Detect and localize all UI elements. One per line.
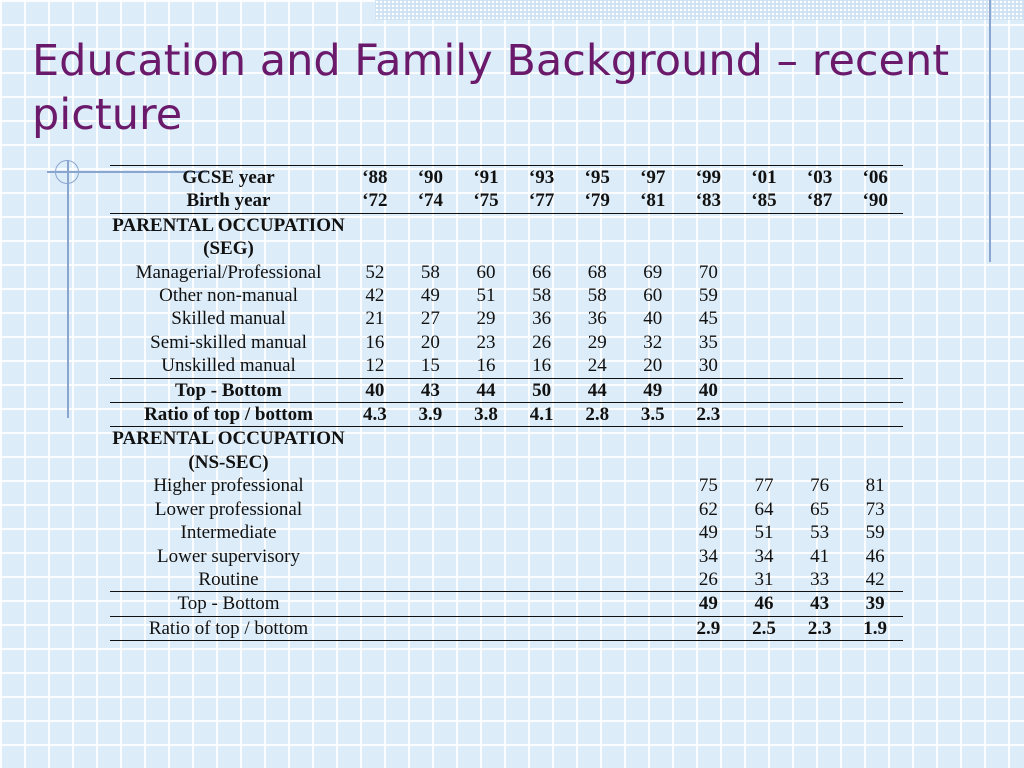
table-cell: 44 [458,378,514,402]
table-cell: 53 [810,522,830,544]
table-cell [736,403,792,427]
row-label: Skilled manual [171,308,286,330]
table-cell: 2.5 [736,616,792,640]
table-cell: 76 [810,475,830,497]
summary-row-nssec-top-bottom [110,592,903,616]
table-cell: 29 [476,308,496,330]
table-cell [458,592,514,616]
table-cell: 35 [698,331,718,353]
table-cell [625,568,681,592]
table-cell [847,307,903,330]
row-label: Routine [198,568,259,590]
table-cell: ‘03 [792,166,848,190]
table-cell [736,307,792,330]
summary-row-nssec-ratio [110,616,903,640]
table-cell [458,498,514,521]
table-cell [736,261,792,284]
table-cell [792,403,848,427]
table-cell [403,568,459,592]
header-row-gcse [110,166,903,190]
table-cell: 77 [754,475,774,497]
table-cell: 51 [476,285,496,307]
table-cell: 16 [476,355,496,377]
table-cell: 27 [420,308,440,330]
table-cell: 59 [698,285,718,307]
table-cell [792,331,848,354]
table-cell: 73 [865,498,885,520]
table-cell: 65 [810,498,830,520]
table-cell [792,354,848,378]
table-cell [736,427,792,474]
row-label: Top - Bottom [110,592,347,616]
table-cell [569,545,625,568]
decorative-vertical-line [67,160,69,418]
row-label: Lower supervisory [157,545,300,567]
table-cell: 3.8 [458,403,514,427]
table-cell: 66 [532,261,552,283]
table-cell: 70 [698,261,718,283]
table-cell: 62 [698,498,718,520]
table-cell [625,592,681,616]
table-cell [458,521,514,544]
table-cell: 16 [365,331,385,353]
table-cell: 15 [420,355,440,377]
table-cell [625,521,681,544]
decorative-right-line [989,0,991,262]
table-cell [792,284,848,307]
table-cell: 39 [847,592,903,616]
table-cell: 64 [754,498,774,520]
table-cell: 3.9 [403,403,459,427]
table-cell: 2.3 [792,616,848,640]
table-cell: ‘83 [681,189,737,213]
table-cell: 42 [865,568,885,590]
table-cell: ‘06 [847,166,903,190]
table-cell [347,427,403,474]
table-cell: ‘99 [681,166,737,190]
row-label: Managerial/Professional [135,261,322,283]
table-cell: ‘85 [736,189,792,213]
table-cell [514,498,570,521]
table-cell [792,261,848,284]
table-cell: 21 [365,308,385,330]
row-label: Intermediate [180,522,277,544]
table-cell: 26 [698,568,718,590]
table-cell: ‘75 [458,189,514,213]
table-cell: 41 [810,545,830,567]
table-cell [347,545,403,568]
row-label: Ratio of top / bottom [110,403,347,427]
decorative-circle [55,160,79,184]
table-cell [347,521,403,544]
table-cell: 26 [532,331,552,353]
table-row [110,261,903,284]
table-cell: 49 [698,522,718,544]
table-cell [736,284,792,307]
table-cell [681,213,737,260]
table-cell [514,616,570,640]
table-cell: 4.1 [514,403,570,427]
table-cell [792,378,848,402]
table-row [110,284,903,307]
table-cell [736,213,792,260]
section-row-nssec [110,427,903,474]
table-cell: 49 [681,592,737,616]
table-cell: 43 [792,592,848,616]
table-cell: 81 [865,475,885,497]
table-cell: 33 [810,568,830,590]
table-cell [847,261,903,284]
table-cell: 58 [420,261,440,283]
table-cell: ‘91 [458,166,514,190]
row-label: GCSE year [110,166,347,190]
section-row-seg [110,213,903,260]
table-cell [458,474,514,497]
table-cell [458,545,514,568]
table-cell: 49 [420,285,440,307]
table-cell: 36 [532,308,552,330]
table-cell [569,568,625,592]
table-cell: 59 [865,522,885,544]
table-cell [347,568,403,592]
table-cell [625,474,681,497]
table-cell: ‘01 [736,166,792,190]
table-cell [847,427,903,474]
table-cell [403,213,459,260]
table-cell [569,474,625,497]
table-row [110,521,903,544]
table-cell: 24 [587,355,607,377]
table-cell [847,284,903,307]
table-cell: 32 [643,331,663,353]
table-row [110,568,903,592]
table-cell [625,498,681,521]
table-cell: 60 [476,261,496,283]
table-cell: 16 [532,355,552,377]
table-row [110,331,903,354]
table-cell: 75 [698,475,718,497]
table-row [110,498,903,521]
table-cell: 4.3 [347,403,403,427]
table-cell: 40 [347,378,403,402]
table-cell [569,213,625,260]
table-cell [569,616,625,640]
table-cell [458,568,514,592]
table-cell: ‘72 [347,189,403,213]
table-cell [736,331,792,354]
table-cell [347,616,403,640]
table-cell [569,521,625,544]
table-cell [514,545,570,568]
table-cell: 42 [365,285,385,307]
table-cell: 31 [754,568,774,590]
table-row [110,354,903,378]
row-label: Other non-manual [159,285,298,307]
table-cell: 49 [625,378,681,402]
table-row [110,307,903,330]
table-cell: 29 [587,331,607,353]
table-cell: 3.5 [625,403,681,427]
table-cell [847,331,903,354]
table-cell [625,427,681,474]
table-cell: 52 [365,261,385,283]
row-label: Semi-skilled manual [150,331,307,353]
table-cell: 2.8 [569,403,625,427]
table-cell: 20 [643,355,663,377]
table-cell [736,378,792,402]
slide-title: Education and Family Background – recent picture [32,36,950,140]
table-cell: 1.9 [847,616,903,640]
header-row-birth [110,189,903,213]
section-heading: PARENTAL OCCUPATION (NS-SEC) [112,428,345,473]
table-cell [736,354,792,378]
table-cell: ‘77 [514,189,570,213]
table-cell [847,378,903,402]
table-cell: 40 [681,378,737,402]
table-cell: 40 [643,308,663,330]
table-cell [458,427,514,474]
occupation-table [110,165,903,641]
table-cell [625,616,681,640]
table-cell [569,427,625,474]
table-cell: 45 [698,308,718,330]
table-cell: ‘93 [514,166,570,190]
table-cell: 58 [532,285,552,307]
table-cell: ‘90 [403,166,459,190]
table-cell: ‘95 [569,166,625,190]
table-cell: 34 [754,545,774,567]
table-cell [625,213,681,260]
table-cell [792,307,848,330]
table-cell: 44 [569,378,625,402]
table-cell [347,498,403,521]
table-cell [458,616,514,640]
table-cell [347,474,403,497]
table-cell [347,592,403,616]
table-cell: 2.9 [681,616,737,640]
table-cell: ‘74 [403,189,459,213]
table-cell [625,545,681,568]
row-label: Higher professional [153,475,304,497]
section-heading: PARENTAL OCCUPATION (SEG) [112,214,345,260]
table-cell [403,616,459,640]
table-cell: 2.3 [681,403,737,427]
table-cell: ‘81 [625,189,681,213]
table-cell: ‘90 [847,189,903,213]
table-cell: ‘79 [569,189,625,213]
row-label: Ratio of top / bottom [110,616,347,640]
table-cell [403,498,459,521]
table-cell [403,474,459,497]
table-cell: ‘88 [347,166,403,190]
table-cell: 51 [754,522,774,544]
table-cell [403,545,459,568]
table-cell [792,213,848,260]
table-cell [569,592,625,616]
summary-row-seg-ratio [110,403,903,427]
table-cell: 34 [698,545,718,567]
table-cell [347,213,403,260]
table-cell [847,354,903,378]
table-cell: 50 [514,378,570,402]
row-label: Top - Bottom [110,378,347,402]
table-cell [514,474,570,497]
row-label: Unskilled manual [161,355,296,377]
table-cell: 68 [587,261,607,283]
table-cell [681,427,737,474]
table-cell: 12 [365,355,385,377]
table-cell: 30 [698,355,718,377]
table-cell [514,521,570,544]
table-cell [514,592,570,616]
table-cell [514,568,570,592]
table-cell: 46 [865,545,885,567]
table-cell [847,403,903,427]
table-cell [403,592,459,616]
table-cell [403,521,459,544]
row-label: Birth year [110,189,347,213]
table-cell: ‘87 [792,189,848,213]
table-row [110,474,903,497]
table-cell: 69 [643,261,663,283]
table-cell: 58 [587,285,607,307]
table-cell [514,213,570,260]
table-cell [792,427,848,474]
table-cell: 20 [420,331,440,353]
table-cell: 36 [587,308,607,330]
decorative-band [375,0,1024,20]
table-cell: ‘97 [625,166,681,190]
table-cell [514,427,570,474]
table-cell: 46 [736,592,792,616]
table-cell: 43 [403,378,459,402]
table-cell [569,498,625,521]
row-label: Lower professional [154,498,303,520]
table-cell [458,213,514,260]
table-cell: 23 [476,331,496,353]
table-row [110,545,903,568]
table-cell [847,213,903,260]
summary-row-seg-top-bottom [110,378,903,402]
table-cell: 60 [643,285,663,307]
table-cell [403,427,459,474]
